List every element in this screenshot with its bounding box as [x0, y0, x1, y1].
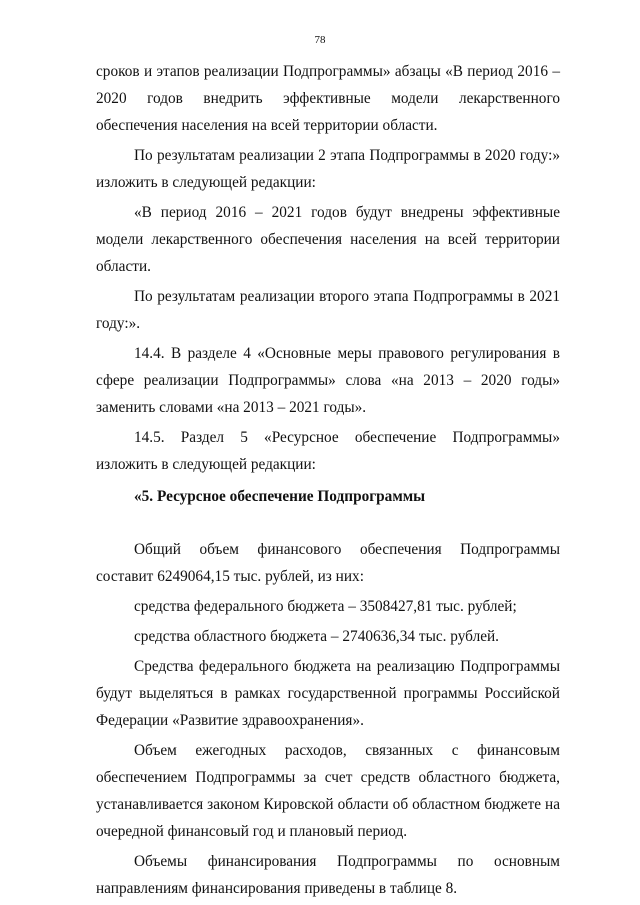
paragraph-federal-budget: средства федерального бюджета – 3508427,81 тыс. рублей;: [134, 598, 517, 615]
paragraph-federal-allocation: Средства федерального бюджета на реализацию Подпрограммы будут выделяться в рамках государственной программы Российской Федерации «Развитие здравоохранения».: [96, 658, 560, 729]
paragraph-regional-budget: средства областного бюджета – 2740636,34 тыс. рублей.: [134, 628, 500, 645]
paragraph-stage-results: По результатам реализации 2 этапа Подпрограммы в 2020 году:» изложить в следующей редакции:: [96, 147, 560, 191]
paragraph-second-stage: По результатам реализации второго этапа Подпрограммы в 2021 году:».: [96, 288, 560, 332]
section-heading: «5. Ресурсное обеспечение Подпрограммы: [134, 488, 426, 505]
paragraph-new-wording: «В период 2016 – 2021 годов будут внедрены эффективные модели лекарственного обеспечения населения на всей территории области.: [96, 204, 560, 275]
paragraph-section-5: 14.5. Раздел 5 «Ресурсное обеспечение Подпрограммы» изложить в следующей редакции:: [96, 429, 560, 473]
paragraph-annual-expenses: Объем ежегодных расходов, связанных с финансовым обеспечением Подпрограммы за счет средств областного бюджета, устанавливается законом Кировской области об областном бюджете на очередной финансовый год и плановый период.: [96, 742, 560, 840]
page-number: 78: [314, 34, 326, 46]
paragraph-table-reference: Объемы финансирования Подпрограммы по основным направлениям финансирования приведены в таблице 8.: [96, 853, 560, 897]
paragraph-total-funding: Общий объем финансового обеспечения Подпрограммы составит 6249064,15 тыс. рублей, из них:: [96, 541, 560, 585]
paragraph-continuation: сроков и этапов реализации Подпрограммы» абзацы «В период 2016 – 2020 годов внедрить эффективные модели лекарственного обеспечения населения на всей территории области.: [96, 63, 560, 134]
paragraph-section-4: 14.4. В разделе 4 «Основные меры правового регулирования в сфере реализации Подпрограммы» слова «на 2013 – 2020 годы» заменить словами «на 2013 – 2021 годы».: [96, 345, 560, 416]
document-body: [96, 58, 560, 902]
